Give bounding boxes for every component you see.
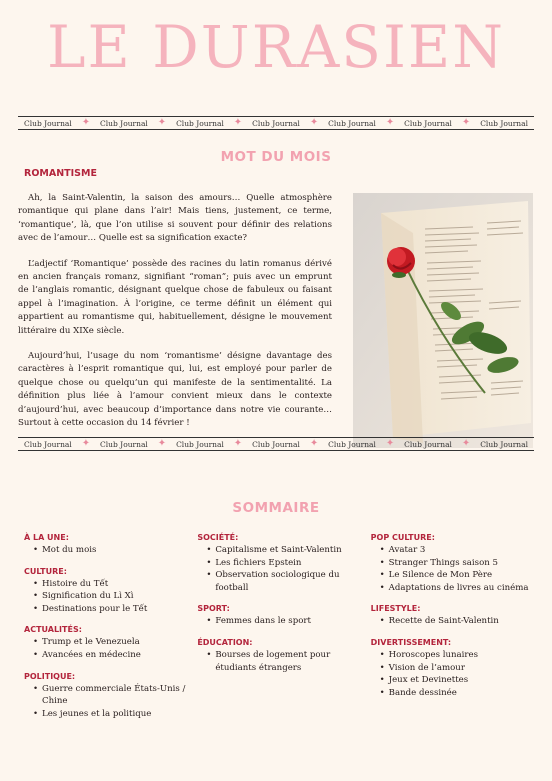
summary-title: SOMMAIRE (232, 500, 320, 516)
summary-list (371, 544, 544, 594)
rose-book-illustration (353, 193, 533, 448)
band-label: Club Journal (480, 439, 528, 449)
summary-item: • Les fichiers Epstein (215, 557, 370, 570)
summary-category: SOCIÉTÉ: (197, 533, 239, 542)
article-body (18, 192, 332, 443)
summary-column (371, 533, 544, 730)
summary-item: • Jeux et Devinettes (389, 674, 544, 687)
band-label: Club Journal (100, 439, 148, 449)
summary-list (371, 615, 544, 628)
band-label: Club Journal (252, 439, 300, 449)
summary-category: À LA UNE: (24, 533, 69, 542)
band-label: Club Journal (252, 118, 300, 128)
summary-category: POLITIQUE: (24, 671, 76, 681)
summary-item: • Recette de Saint-Valentin (389, 615, 544, 628)
summary-category: ACTUALITÉS: (24, 625, 82, 635)
band-label: Club Journal (480, 118, 528, 128)
summary-item: • Stranger Things saison 5 (389, 557, 544, 570)
club-journal-band-bottom (18, 437, 534, 451)
band-label: Club Journal (100, 118, 148, 128)
summary-item: • Trump et le Venezuela (42, 636, 197, 649)
summary-item: • Avancées en médecine (42, 649, 197, 662)
summary-columns (24, 533, 544, 730)
sparkle-icon: ✦ (385, 438, 395, 449)
band-label: Club Journal (328, 118, 376, 128)
article-paragraph: Aujourd’hui, l’usage du nom ‘romantisme’ désigne davantage des caractères à l’esprit romantique qui, lui, est employé pour parler de quelque chose ou quelqu’un qui manifeste de la sentimentalité. La définition plus liée à l’amour convient mieux dans le contexte d’aujourd’hui, avec beaucoup d’importance dans notre vie courante… Surtout à cette occasion du 14 février ! (18, 351, 332, 429)
summary-item: • Histoire du Tết (42, 578, 197, 591)
sparkle-icon: ✦ (461, 117, 471, 128)
summary-item: • Horoscopes lunaires (389, 649, 544, 662)
sparkle-icon: ✦ (233, 117, 243, 128)
summary-list (371, 649, 544, 699)
sparkle-icon: ✦ (81, 438, 91, 449)
sparkle-icon: ✦ (157, 438, 167, 449)
summary-column (24, 533, 197, 730)
summary-list (24, 544, 197, 557)
sparkle-icon: ✦ (461, 438, 471, 449)
sparkle-icon: ✦ (309, 117, 319, 128)
article-paragraph: Ah, la Saint-Valentin, la saison des amours… Quelle atmosphère romantique qui plane dans l’air! Mais tiens, justement, ce terme, ‘romantique’, là, que l’on utilise si souvent pour définir des relations avec de l’amour… Quelle est sa signification exacte? (18, 193, 332, 244)
section-title: MOT DU MOIS (220, 149, 332, 165)
summary-category: CULTURE: (24, 566, 67, 576)
club-journal-band-top (18, 116, 534, 130)
summary-column (197, 533, 370, 730)
summary-item: • Capitalisme et Saint-Valentin (215, 544, 370, 557)
summary-item: • Signification du Lì Xì (42, 590, 197, 603)
masthead-title: LE DURASIEN (47, 13, 505, 81)
band-label: Club Journal (404, 118, 452, 128)
sparkle-icon: ✦ (233, 438, 243, 449)
summary-item: • Bourses de logement pour étudiants étrangers (215, 649, 370, 674)
rose-book-photo (353, 193, 533, 448)
band-label: Club Journal (404, 439, 452, 449)
band-label: Club Journal (176, 118, 224, 128)
summary-item: • Les jeunes et la politique (42, 708, 197, 721)
sparkle-icon: ✦ (385, 117, 395, 128)
summary-item: • Avatar 3 (389, 544, 544, 557)
summary-list (197, 615, 370, 628)
summary-list (24, 636, 197, 661)
summary-item: • Destinations pour le Tết (42, 603, 197, 616)
summary-list (24, 683, 197, 721)
summary-category: POP CULTURE: (370, 533, 435, 542)
summary-item: • Bande dessinée (389, 687, 544, 700)
band-label: Club Journal (24, 439, 72, 449)
summary-item: • Guerre commerciale États-Unis / Chine (42, 683, 197, 708)
article-kicker: ROMANTISME (24, 168, 97, 179)
article-paragraph: L’adjectif ‘Romantique’ possède des racines du latin romanus dérivé en ancien français romanz, signifiant “roman”; puis avec un emprunt de l’anglais romantic, désignant quelque chose de fabuleux ou faisant appel à l’imagination. À l’origine, ce terme définit un élément qui appartient au romantisme qui, habituellement, désigne le mouvement littéraire du XIXe siècle. (18, 258, 332, 336)
summary-item: • Le Silence de Mon Père (389, 569, 544, 582)
band-label: Club Journal (176, 439, 224, 449)
summary-category: LIFESTYLE: (370, 604, 421, 614)
summary-item: • Femmes dans le sport (215, 615, 370, 628)
summary-item: • Vision de l’amour (389, 662, 544, 675)
summary-item: • Adaptations de livres au cinéma (389, 582, 544, 595)
band-label: Club Journal (328, 439, 376, 449)
sparkle-icon: ✦ (157, 117, 167, 128)
sparkle-icon: ✦ (81, 117, 91, 128)
summary-list (197, 544, 370, 594)
summary-item: • Observation sociologique du football (215, 569, 370, 594)
summary-category: ÉDUCATION: (197, 637, 253, 647)
sparkle-icon: ✦ (309, 438, 319, 449)
summary-category: DIVERTISSEMENT: (370, 637, 452, 647)
summary-list (24, 578, 197, 616)
summary-list (197, 649, 370, 674)
band-label: Club Journal (24, 118, 72, 128)
summary-item: • Mot du mois (42, 544, 197, 557)
summary-category: SPORT: (197, 604, 230, 614)
